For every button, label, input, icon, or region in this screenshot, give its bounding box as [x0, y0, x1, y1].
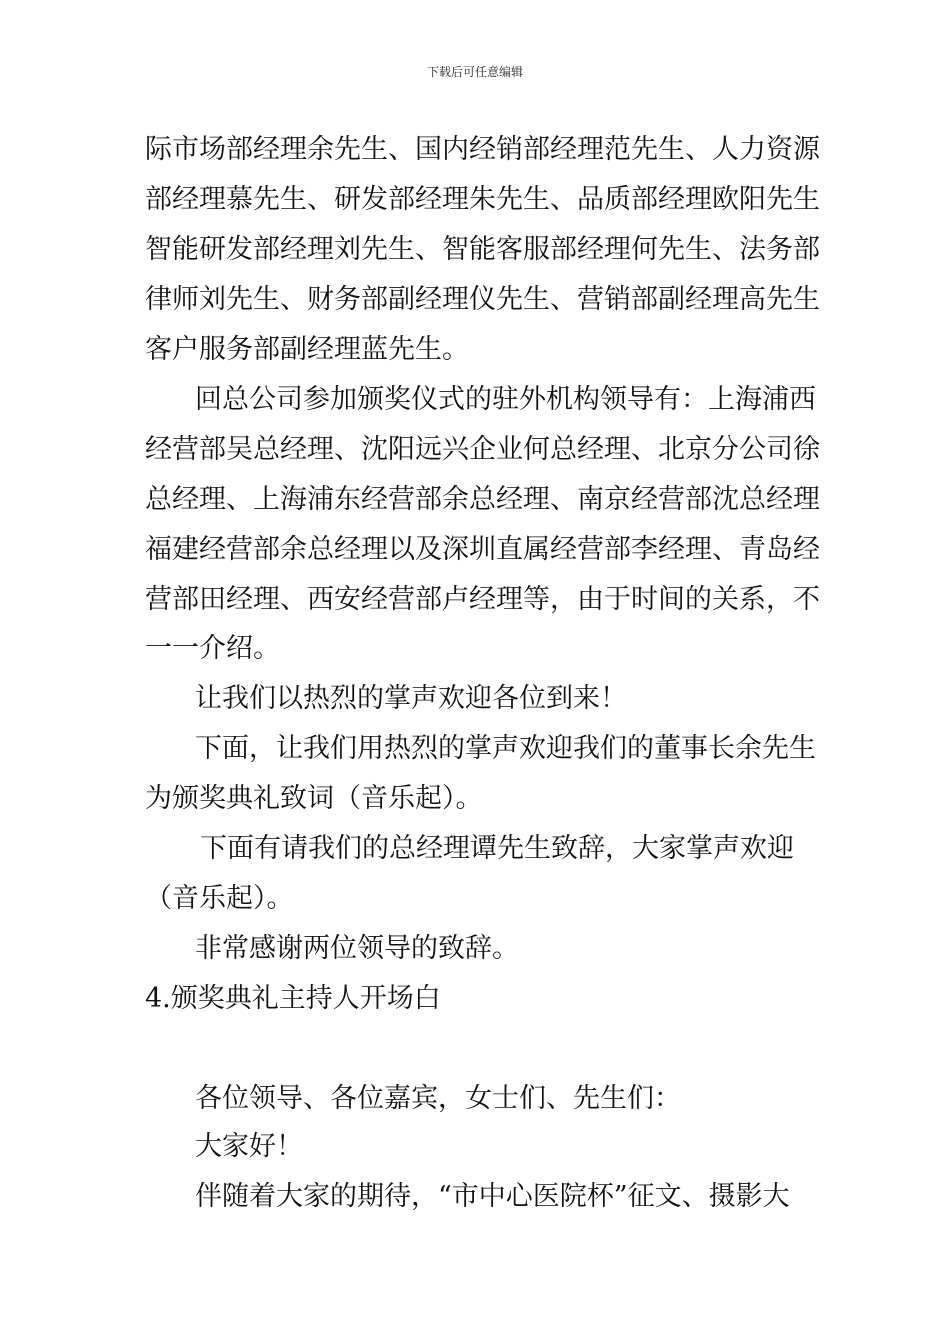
body-line-19: 各位领导、各位嘉宾，女士们、先生们：	[195, 1083, 681, 1114]
body-line-4: 律师刘先生、财务部副经理仪先生、营销部副经理高先生	[145, 284, 820, 315]
body-line-13: 下面，让我们用热烈的掌声欢迎我们的董事长余先生	[195, 733, 816, 764]
body-line-15: 下面有请我们的总经理谭先生致辞，大家掌声欢迎	[200, 833, 794, 864]
body-line-16: （音乐起）。	[145, 883, 294, 914]
body-line-1: 际市场部经理余先生、国内经销部经理范先生、人力资源	[145, 134, 820, 165]
body-line-21: 伴随着大家的期待，“市中心医院杯”征文、摄影大	[195, 1181, 790, 1212]
body-line-11: 一一介绍。	[145, 633, 280, 664]
body-line-6: 回总公司参加颁奖仪式的驻外机构领导有：上海浦西	[195, 384, 816, 415]
body-line-17: 非常感谢两位领导的致辞。	[195, 933, 519, 964]
body-line-7: 经营部吴总经理、沈阳远兴企业何总经理、北京分公司徐	[145, 434, 820, 465]
body-line-3: 智能研发部经理刘先生、智能客服部经理何先生、法务部	[145, 234, 820, 265]
body-line-14: 为颁奖典礼致词（音乐起）。	[145, 783, 483, 814]
page-header: 下载后可任意编辑	[426, 65, 523, 79]
body-line-12: 让我们以热烈的掌声欢迎各位到来！	[195, 683, 627, 714]
body-line-2: 部经理慕先生、研发部经理朱先生、品质部经理欧阳先生	[145, 184, 820, 215]
body-line-8: 总经理、上海浦东经营部余总经理、南京经营部沈总经理	[145, 484, 820, 515]
section-heading: 4.颁奖典礼主持人开场白	[145, 983, 441, 1014]
body-line-10: 营部田经理、西安经营部卢经理等，由于时间的关系，不	[145, 584, 820, 615]
body-line-9: 福建经营部余总经理以及深圳直属经营部李经理、青岛经	[145, 534, 820, 565]
body-line-5: 客户服务部副经理蓝先生。	[145, 334, 469, 365]
body-line-20: 大家好！	[195, 1131, 303, 1162]
